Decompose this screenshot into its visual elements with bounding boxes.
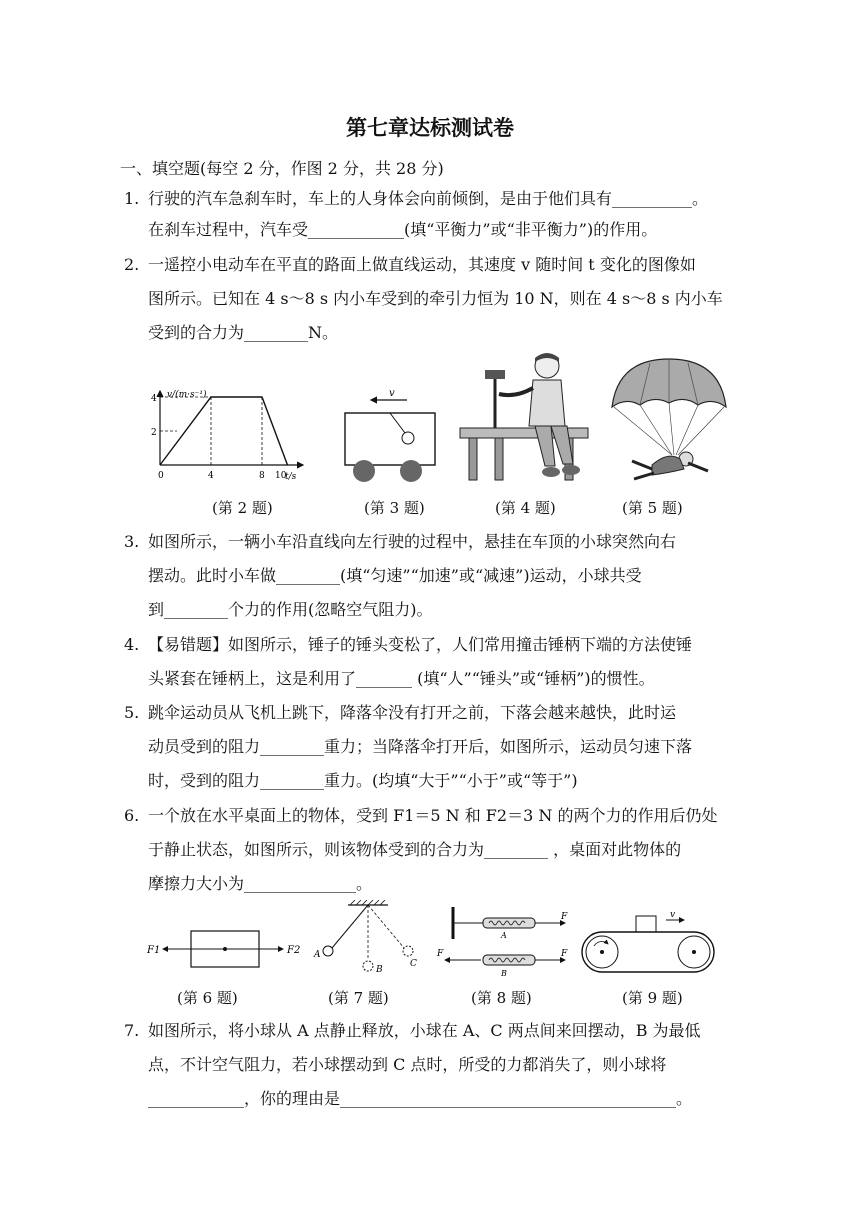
force-label: F bbox=[561, 912, 568, 922]
fig7-pendulum bbox=[312, 900, 422, 980]
question-3 bbox=[124, 532, 676, 552]
page-title: 第七章达标测试卷 bbox=[346, 116, 514, 140]
jumper-body bbox=[652, 456, 684, 475]
x-tick-label: 4 bbox=[208, 471, 214, 481]
cart-wheel bbox=[353, 460, 375, 482]
point-a-label: A bbox=[314, 950, 321, 960]
point-c-label: C bbox=[410, 959, 417, 969]
question-2-line-2: 图所示。已知在 4 s～8 s 内小车受到的牵引力恒为 10 N，则在 4 s～8 s 内小车 bbox=[148, 289, 723, 308]
question-4-line-1: 【易错题】如图所示，锤子的锤头变松了，人们常用撞击锤柄下端的方法使锤 bbox=[148, 635, 693, 654]
person-shoe bbox=[542, 467, 560, 477]
question-5-line-2: 动员受到的阻力________重力；当降落伞打开后，如图所示，运动员匀速下落 bbox=[148, 737, 693, 756]
fig8-spring-scales bbox=[435, 905, 575, 980]
caption-fig3: (第 3 题) bbox=[364, 499, 425, 517]
velocity-label: v bbox=[389, 388, 395, 399]
force-f1-label: F1 bbox=[147, 945, 161, 956]
cart-wheel bbox=[400, 460, 422, 482]
question-1-line-1: 行驶的汽车急刹车时，车上的人身体会向前倾倒，是由于他们具有__________。 bbox=[148, 189, 709, 208]
string-a bbox=[332, 905, 368, 948]
question-6-line-3: 摩擦力大小为______________。 bbox=[148, 874, 373, 893]
scale-b-label: B bbox=[501, 969, 507, 978]
string-c bbox=[368, 905, 404, 948]
question-2-line-3: 受到的合力为________N。 bbox=[148, 323, 339, 342]
question-7-line-3: ____________，你的理由是__________________________________________。 bbox=[148, 1089, 693, 1108]
question-number: 3. bbox=[124, 532, 140, 551]
ball-c bbox=[403, 946, 413, 956]
x-tick-label: 10 bbox=[275, 471, 287, 481]
question-number: 2. bbox=[124, 255, 140, 274]
force-label: F bbox=[437, 949, 444, 959]
jumper-legs bbox=[632, 461, 654, 479]
question-6-line-1: 一个放在水平桌面上的物体，受到 F1＝5 N 和 F2＝3 N 的两个力的作用后仍处 bbox=[148, 806, 718, 825]
question-1 bbox=[124, 189, 708, 209]
right-roller-axle bbox=[692, 950, 696, 954]
force-label: F bbox=[561, 949, 568, 959]
question-7-line-1: 如图所示，将小球从 A 点静止释放，小球在 A、C 两点间来回摆动，B 为最低 bbox=[148, 1021, 701, 1040]
person-shirt bbox=[529, 380, 565, 426]
question-2-line-1: 一遥控小电动车在平直的路面上做直线运动，其速度 v 随时间 t 变化的图像如 bbox=[148, 255, 696, 274]
question-6 bbox=[124, 806, 717, 826]
question-5-line-3: 时，受到的阻力________重力。(均填“大于”“小于”或“等于”) bbox=[148, 771, 578, 790]
fig3-cart bbox=[335, 385, 440, 485]
question-7-line-2: 点，不计空气阻力，若小球摆动到 C 点时，所受的力都消失了，则小球将 bbox=[148, 1055, 667, 1074]
parachute-line bbox=[676, 405, 698, 455]
question-4-line-2: 头紧套在锤柄上，这是利用了_______ (填“人”“锤头”或“锤柄”)的惯性。 bbox=[148, 669, 655, 688]
person-arm bbox=[499, 388, 533, 395]
parachute-line bbox=[678, 407, 724, 455]
question-1-line-2: 在刹车过程中，汽车受____________(填“平衡力”或“非平衡力”)的作用。 bbox=[148, 220, 658, 239]
question-2 bbox=[124, 255, 696, 275]
box-on-belt bbox=[636, 916, 656, 932]
support-hatching bbox=[350, 900, 385, 905]
parachute-line bbox=[614, 407, 672, 455]
question-3-line-3: 到________个力的作用(忽略空气阻力)。 bbox=[148, 600, 433, 619]
question-5 bbox=[124, 703, 676, 723]
jumper-arm bbox=[688, 463, 708, 471]
y-tick-label: 2 bbox=[151, 428, 157, 438]
person-shoe bbox=[562, 465, 580, 475]
question-number: 4. bbox=[124, 635, 140, 654]
caption-fig2: (第 2 题) bbox=[212, 499, 273, 517]
ball-a bbox=[323, 946, 333, 956]
hammer-head bbox=[485, 370, 505, 379]
velocity-series-line bbox=[160, 397, 288, 465]
question-number: 7. bbox=[124, 1021, 140, 1040]
caption-fig4: (第 4 题) bbox=[495, 499, 556, 517]
parachute-line bbox=[669, 403, 674, 455]
caption-fig6: (第 6 题) bbox=[177, 989, 238, 1007]
ball-b bbox=[363, 961, 373, 971]
fig9-conveyor bbox=[580, 910, 720, 980]
scale-a-label: A bbox=[501, 931, 507, 940]
question-7 bbox=[124, 1021, 701, 1041]
question-number: 6. bbox=[124, 806, 140, 825]
fig5-parachute-illustration bbox=[608, 355, 730, 485]
x-tick-label: 0 bbox=[158, 471, 164, 481]
cart-body bbox=[345, 413, 435, 465]
bench-leg bbox=[469, 438, 477, 480]
point-b-label: B bbox=[376, 965, 383, 975]
x-tick-label: 8 bbox=[259, 471, 265, 481]
velocity-label: v bbox=[670, 910, 676, 920]
parachute-line bbox=[640, 405, 672, 455]
fig2-vt-graph bbox=[145, 385, 320, 490]
section-heading: 一、填空题(每空 2 分，作图 2 分，共 28 分) bbox=[120, 159, 444, 178]
question-4 bbox=[124, 635, 692, 655]
y-tick-label: 4 bbox=[151, 394, 157, 404]
y-axis-label: v/(m·s⁻¹) bbox=[167, 390, 207, 400]
question-5-line-1: 跳伞运动员从飞机上跳下，降落伞没有打开之前，下落会越来越快，此时运 bbox=[148, 703, 677, 722]
x-axis-label: t/s bbox=[285, 472, 297, 482]
person-leg bbox=[535, 426, 555, 466]
force-f2-label: F2 bbox=[287, 945, 301, 956]
pendulum-ball bbox=[402, 432, 414, 444]
caption-fig8: (第 8 题) bbox=[471, 989, 532, 1007]
fig4-hammer-illustration bbox=[455, 348, 595, 488]
question-number: 1. bbox=[124, 189, 140, 208]
bench-leg bbox=[495, 438, 503, 480]
caption-fig9: (第 9 题) bbox=[622, 989, 683, 1007]
question-6-line-2: 于静止状态，如图所示，则该物体受到的合力为________ ，桌面对此物体的 bbox=[148, 840, 682, 859]
caption-fig5: (第 5 题) bbox=[622, 499, 683, 517]
question-3-line-2: 摆动。此时小车做________(填“匀速”“加速”或“减速”)运动，小球共受 bbox=[148, 566, 642, 585]
caption-fig7: (第 7 题) bbox=[328, 989, 389, 1007]
question-3-line-1: 如图所示，一辆小车沿直线向左行驶的过程中，悬挂在车顶的小球突然向右 bbox=[148, 532, 677, 551]
fig6-forces bbox=[145, 925, 305, 975]
left-roller-axle bbox=[600, 950, 604, 954]
question-number: 5. bbox=[124, 703, 140, 722]
